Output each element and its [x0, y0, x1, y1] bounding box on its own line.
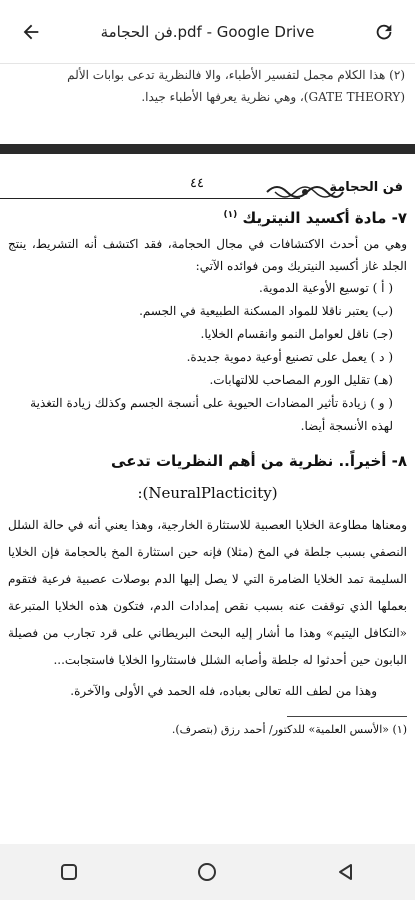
- page-body: [0, 209, 415, 736]
- page-separator: [0, 144, 415, 154]
- list-item: (ب) يعتبر ناقلا للمواد المسكنة الطبيعية في الجسم.: [139, 304, 393, 318]
- page-header: [0, 174, 415, 214]
- refresh-button[interactable]: [367, 15, 401, 49]
- list-item: (هـ) تقليل الورم المصاحب للالتهابات.: [209, 373, 393, 387]
- pdf-page: [0, 154, 415, 844]
- recent-apps-button[interactable]: [49, 852, 89, 892]
- page-number: ٤٤: [190, 176, 204, 191]
- chapter-title: فن الحجامة: [329, 180, 403, 195]
- recent-apps-icon: [59, 862, 79, 882]
- back-button[interactable]: [14, 15, 48, 49]
- section-7-heading-text: ٧- مادة أكسيد النيتريك: [242, 209, 407, 227]
- neural-term: :(NeuralPlacticity): [137, 484, 278, 502]
- footnote-rule: [287, 716, 407, 717]
- back-nav-button[interactable]: [326, 852, 366, 892]
- section-8-heading: ٨- أخيراً.. نظرية من أهم النظريات تدعى: [111, 452, 407, 470]
- home-icon: [196, 861, 218, 883]
- footnote: (١) «الأسس العلمية» للدكتور/ أحمد رزق (بتصرف).: [171, 723, 407, 736]
- document-title: فن الحجامة.pdf - Google Drive: [100, 22, 315, 41]
- list-item: (جـ) ناقل لعوامل النمو وانقسام الخلايا.: [200, 327, 393, 341]
- section-8-text: ومعناها مطاوعة الخلايا العصبية للاستثارة الخارجية، وهذا يعني أنه في حالة الشلل النصفي بسبب جلطة في المخ (مثلا) فإنه حين استثارة المخ بالحجامة فإن الخلايا السليمة تمد الخلايا الضامرة التي لا يصل إليها الدم بوصلات عصبية فرعية فتقوم بعملها الذي توقفت عنه بسبب نقص إمدادات الدم، فتكون هذه الخلايا المتبرعة «التكافل اليتيم» وهذا ما أشار إليه البحث البريطاني على قرد تجارب من فصيلة البابون حين أحدثوا له جلطة وأصابه الشلل فاستثاروا الخلايا فاستجابت...: [8, 518, 407, 667]
- system-nav-bar: [0, 844, 415, 900]
- app-bar: [0, 0, 415, 64]
- previous-page-fragment: [0, 64, 415, 144]
- footnote-mark: (١): [223, 210, 238, 220]
- list-item: ( د ) يعمل على تصنيع أوعية دموية جديدة.: [186, 350, 393, 364]
- back-triangle-icon: [336, 862, 356, 882]
- header-rule: [0, 198, 300, 199]
- list-item: ( أ ) توسيع الأوعية الدموية.: [258, 281, 393, 295]
- section-7-intro: وهي من أحدث الاكتشافات في مجال الحجامة، فقد اكتشف أنه التشريط، ينتج الجلد غاز أكسيد النيتريك ومن فوائده الآتي:: [8, 237, 407, 273]
- closing-line: وهذا من لطف الله تعالى بعباده، فله الحمد في الأولى والآخرة.: [70, 684, 377, 698]
- previous-page-line: (GATE THEORY)، وهي نظرية يعرفها الأطباء جيدا.: [141, 90, 405, 104]
- home-button[interactable]: [187, 852, 227, 892]
- list-item: ( و ) زيادة تأثير المضادات الحيوية على أنسجة الجسم وكذلك زيادة التغذية لهذه الأنسجة أيضا.: [30, 396, 393, 433]
- benefits-list: [8, 277, 407, 438]
- section-7-heading: [8, 209, 407, 227]
- previous-page-line: (٢) هذا الكلام مجمل لتفسير الأطباء، والا فالنظرية تدعى بوابات الألم: [67, 68, 405, 82]
- refresh-icon: [373, 21, 395, 43]
- ornament-icon: [265, 180, 345, 204]
- back-arrow-icon: [20, 21, 42, 43]
